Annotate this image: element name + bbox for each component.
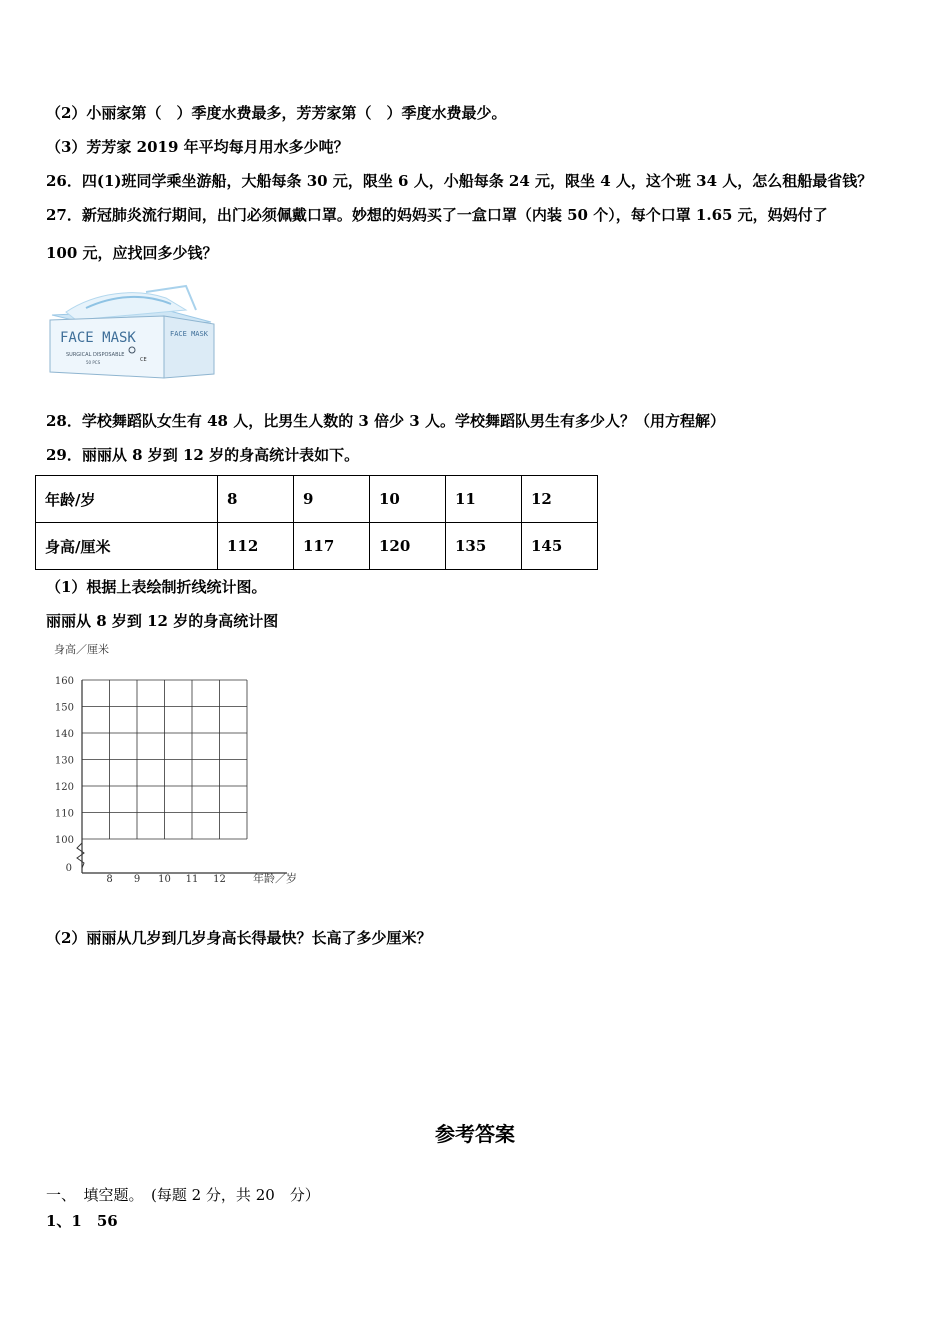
mask-subtitle: SURGICAL DISPOSABLE xyxy=(66,352,125,358)
y-tick-label: 110 xyxy=(54,808,74,820)
origin-label: 0 xyxy=(65,863,72,874)
question-26: 26．四(1)班同学乘坐游船，大船每条 30 元，限坐 6 人，小船每条 24 元，限坐 4 人，这个班 34 人，怎么租船最省钱？ xyxy=(46,172,873,190)
table-row-label: 年龄/岁 xyxy=(36,476,218,523)
y-tick-label: 120 xyxy=(54,782,74,793)
table-cell-height: 120 xyxy=(370,523,446,570)
question-29: 29．丽丽从 8 岁到 12 岁的身高统计表如下。 xyxy=(46,446,360,464)
question-29-part-2: （2）丽丽从几岁到几岁身高长得最快？长高了多少厘米？ xyxy=(46,929,432,947)
table-cell-age: 9 xyxy=(294,476,370,523)
question-25-part-3: （3）芳芳家 2019 年平均每月用水多少吨？ xyxy=(46,138,349,156)
axis-break-marker xyxy=(77,843,84,868)
height-line-chart xyxy=(46,640,306,890)
question-29-part-1: （1）根据上表绘制折线统计图。 xyxy=(46,578,267,596)
question-28: 28．学校舞蹈队女生有 48 人，比男生人数的 3 倍少 3 人。学校舞蹈队男生有多少人？（用方程解） xyxy=(46,412,725,430)
chart-labels xyxy=(54,642,297,885)
table-cell-height: 135 xyxy=(446,523,522,570)
table-row-height xyxy=(36,523,598,570)
question-27-line-2: 100 元，应找回多少钱？ xyxy=(46,244,218,262)
x-tick-label: 11 xyxy=(185,874,199,885)
x-axis-title: 年龄／岁 xyxy=(253,872,297,885)
question-27-line-1: 27．新冠肺炎流行期间，出门必须佩戴口罩。妙想的妈妈买了一盒口罩（内装 50 个），每个口罩 1.65 元，妈妈付了 xyxy=(46,206,828,224)
y-axis-title: 身高／厘米 xyxy=(54,643,109,656)
chart-grid xyxy=(77,680,287,873)
answer-key-title: 参考答案 xyxy=(435,1122,515,1146)
answer-section-1: 一、 填空题。 (每题 2 分，共 20 分） xyxy=(46,1186,320,1204)
mask-brand: FACE MASK xyxy=(60,330,136,346)
table-cell-height: 145 xyxy=(522,523,598,570)
x-tick-label: 8 xyxy=(106,874,113,885)
height-table xyxy=(35,475,598,570)
table-cell-age: 8 xyxy=(218,476,294,523)
y-tick-label: 130 xyxy=(54,755,74,767)
face-mask-box-image xyxy=(46,280,218,388)
question-25-part-2: （2）小丽家第（ ）季度水费最多，芳芳家第（ ）季度水费最少。 xyxy=(46,104,507,122)
table-cell-age: 10 xyxy=(370,476,446,523)
x-tick-label: 12 xyxy=(213,874,226,885)
y-tick-label: 150 xyxy=(54,702,74,714)
y-tick-label: 140 xyxy=(54,729,74,740)
table-cell-height: 117 xyxy=(294,523,370,570)
y-tick-label: 160 xyxy=(54,676,74,687)
mask-side-text: FACE MASK xyxy=(170,330,208,338)
answer-1: 1、1 56 xyxy=(46,1212,118,1230)
mask-ce-mark: CE xyxy=(140,357,147,363)
x-tick-label: 9 xyxy=(133,874,141,885)
table-row-age xyxy=(36,476,598,523)
table-cell-height: 112 xyxy=(218,523,294,570)
table-cell-age: 11 xyxy=(446,476,522,523)
table-row-label: 身高/厘米 xyxy=(36,523,218,570)
mask-count: 50 PCS xyxy=(86,360,101,365)
x-tick-label: 10 xyxy=(158,874,171,885)
table-cell-age: 12 xyxy=(522,476,598,523)
y-tick-label: 100 xyxy=(54,835,74,846)
chart-caption: 丽丽从 8 岁到 12 岁的身高统计图 xyxy=(46,612,279,630)
